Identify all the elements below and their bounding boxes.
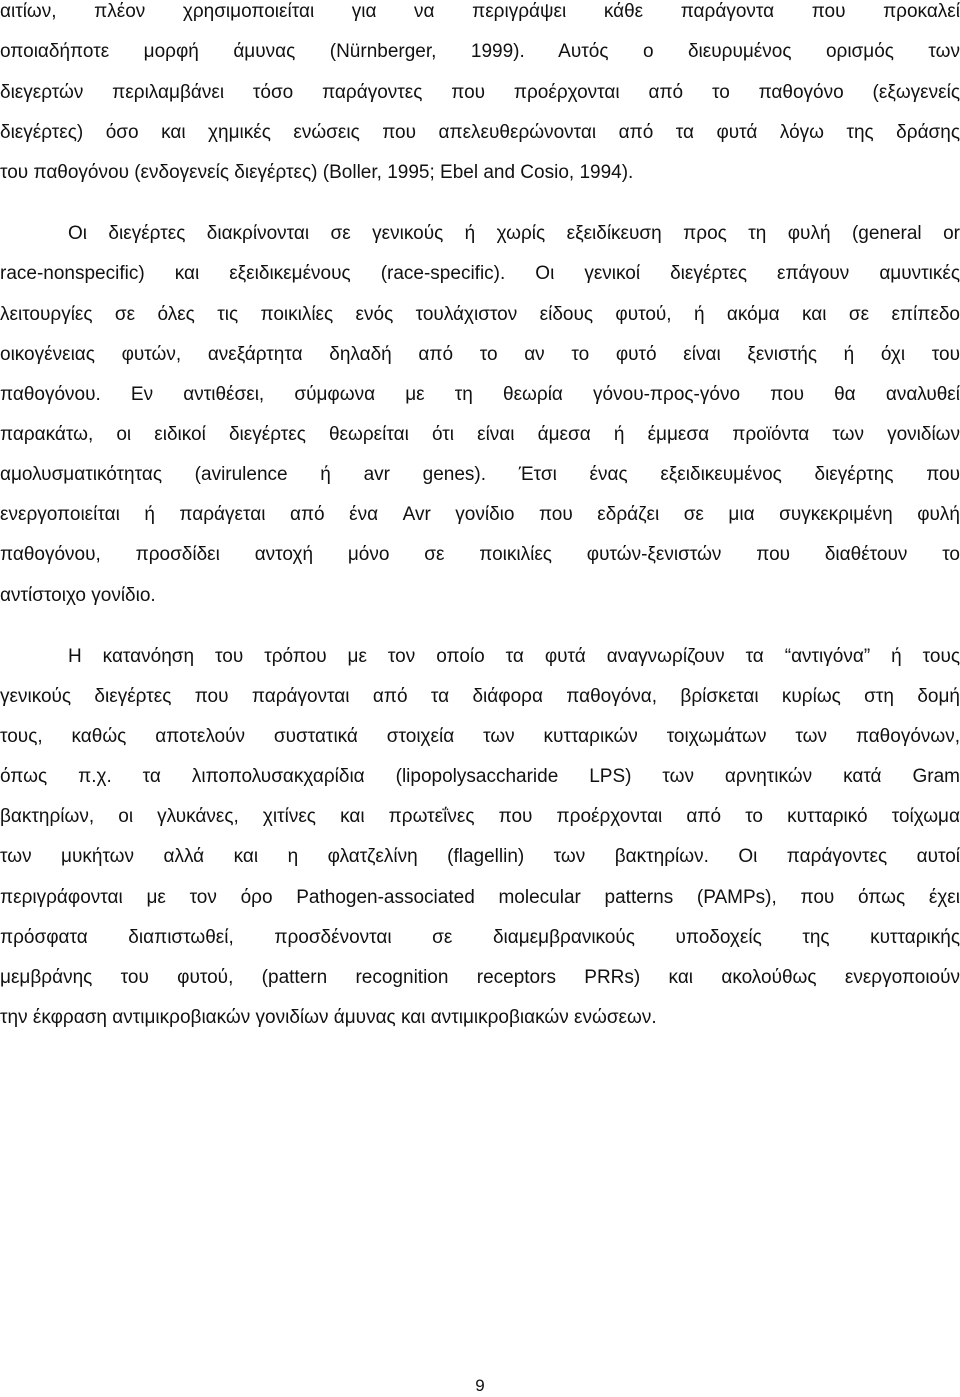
text-line: όπως π.χ. τα λιποπολυσακχαρίδια (lipopolysaccharide LPS) των αρνητικών κατά Gram [0, 766, 960, 787]
text-line: τους, καθώς αποτελούν συστατικά στοιχεία των κυτταρικών τοιχωμάτων των παθογόνων, [0, 726, 960, 747]
text-line: διεγερτών περιλαμβάνει τόσο παράγοντες που προέρχονται από το παθογόνο (εξωγενείς [0, 82, 960, 103]
text-line: race-nonspecific) και εξειδικεμένους (race-specific). Οι γενικοί διεγέρτες επάγουν αμυντικές [0, 263, 960, 284]
text-line: αμολυσματικότητας (avirulence ή avr genes). Έτσι ένας εξειδικευμένος διεγέρτης που [0, 464, 960, 485]
text-line: διεγέρτες) όσο και χημικές ενώσεις που απελευθερώνονται από τα φυτά λόγω της δράσης [0, 122, 960, 143]
text-line: περιγράφονται με τον όρο Pathogen-associated molecular patterns (PAMPs), που όπως έχει [0, 887, 960, 908]
text-line: την έκφραση αντιμικροβιακών γονιδίων άμυνας και αντιμικροβιακών ενώσεων. [0, 1007, 657, 1028]
text-line: βακτηρίων, οι γλυκάνες, χιτίνες και πρωτεΐνες που προέρχονται από το κυτταρικό τοίχωμα [0, 806, 960, 827]
text-line: παθογόνου, προσδίδει αντοχή μόνο σε ποικιλίες φυτών-ξενιστών που διαθέτουν το [0, 544, 960, 565]
text-line: παρακάτω, οι ειδικοί διεγέρτες θεωρείται ότι είναι άμεσα ή έμμεσα προϊόντα των γονιδίων [0, 424, 960, 445]
text-line: γενικούς διεγέρτες που παράγονται από τα διάφορα παθογόνα, βρίσκεται κυρίως στη δομή [0, 686, 960, 707]
page-number: 9 [475, 1376, 485, 1395]
text-line: αιτίων, πλέον χρησιμοποιείται για να περιγράψει κάθε παράγοντα που προκαλεί [0, 1, 960, 22]
text-line: Η κατανόηση του τρόπου με τον οποίο τα φυτά αναγνωρίζουν τα “αντιγόνα” ή τους [68, 646, 960, 667]
text-line: αντίστοιχο γονίδιο. [0, 585, 156, 606]
text-line: των μυκήτων αλλά και η φλατζελίνη (flagellin) των βακτηρίων. Οι παράγοντες αυτοί [0, 846, 960, 867]
text-line: οποιαδήποτε μορφή άμυνας (Nürnberger, 1999). Αυτός ο διευρυμένος ορισμός των [0, 41, 960, 62]
text-line: μεμβράνης του φυτού, (pattern recognition receptors PRRs) και ακολούθως ενεργοποιούν [0, 967, 960, 988]
text-line: παθογόνου. Εν αντιθέσει, σύμφωνα με τη θεωρία γόνου-προς-γόνο που θα αναλυθεί [0, 384, 960, 405]
text-line: λειτουργίες σε όλες τις ποικιλίες ενός τουλάχιστον είδους φυτού, ή ακόμα και σε επίπεδο [0, 304, 960, 325]
text-line: πρόσφατα διαπιστωθεί, προσδένονται σε διαμεμβρανικούς υποδοχείς της κυτταρικής [0, 927, 960, 948]
text-line: οικογένειας φυτών, ανεξάρτητα δηλαδή από το αν το φυτό είναι ξενιστής ή όχι του [0, 344, 960, 365]
text-line: Οι διεγέρτες διακρίνονται σε γενικούς ή χωρίς εξειδίκευση προς τη φυλή (general or [68, 223, 960, 244]
text-line: ενεργοποιείται ή παράγεται από ένα Avr γονίδιο που εδράζει σε μια συγκεκριμένη φυλή [0, 504, 960, 525]
text-line: του παθογόνου (ενδογενείς διεγέρτες) (Boller, 1995; Ebel and Cosio, 1994). [0, 162, 634, 183]
